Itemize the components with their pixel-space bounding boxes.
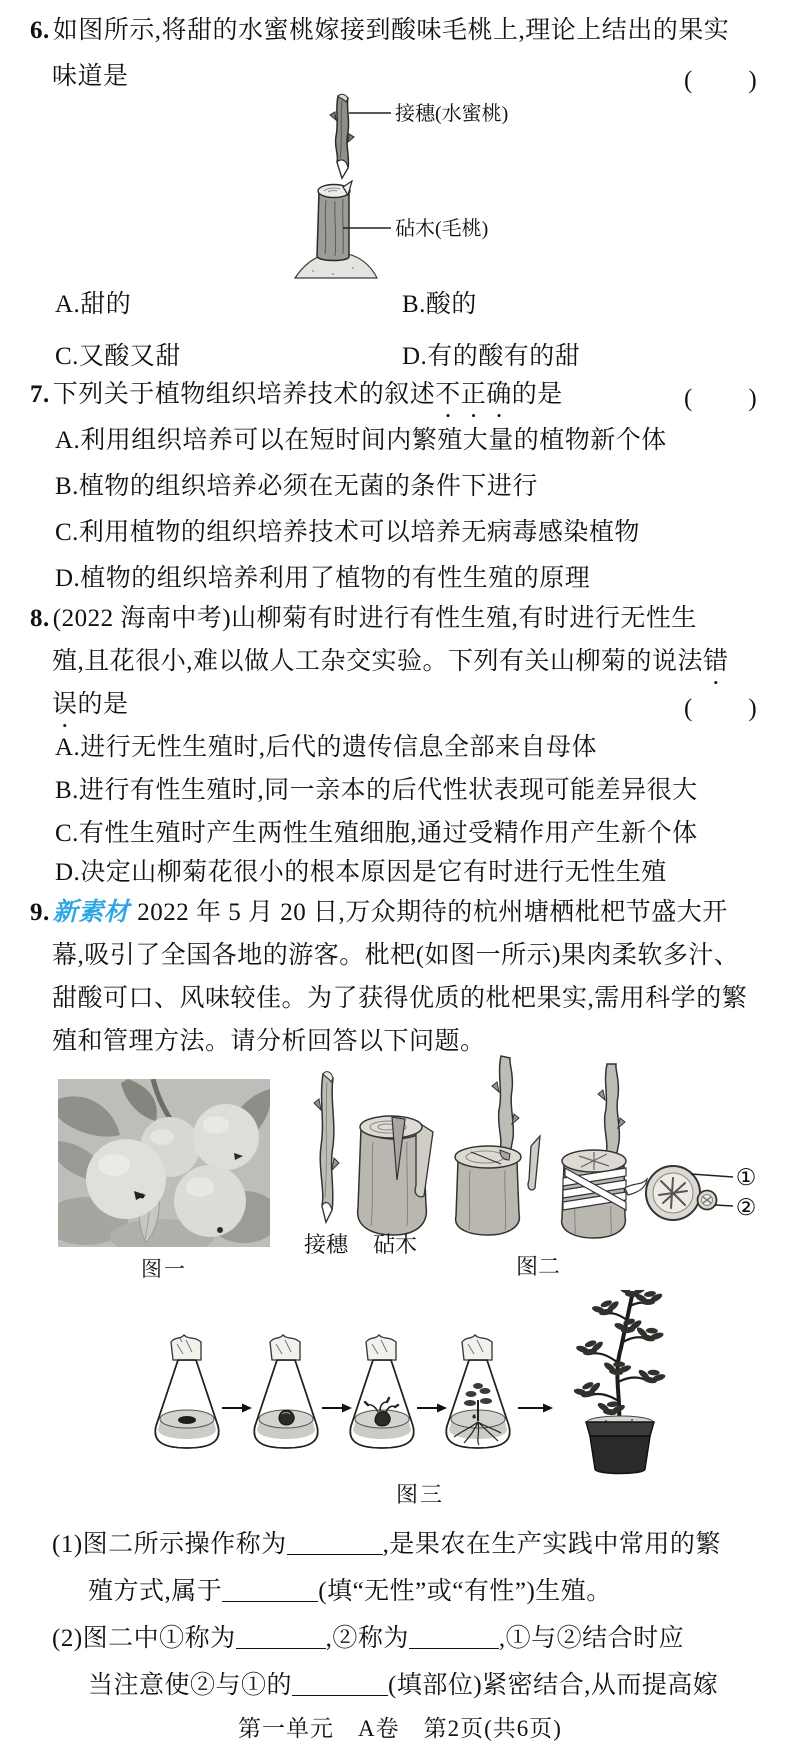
q9-stem-line3: 甜酸可口、风味较佳。为了获得优质的枇杷果实,需用科学的繁 [52,985,748,1012]
binding-tape-drawing [563,1168,647,1210]
flask-4 [446,1335,510,1448]
fill-blank [222,1579,318,1603]
q7-option-a: A.利用组织培养可以在短时间内繁殖大量的植物新个体 [55,427,667,454]
q7-number: 7. [30,381,50,408]
q8-number: 8. [30,605,50,632]
leader-line-callout1 [691,1174,733,1177]
scion-label: 接穗(水蜜桃) [395,103,509,125]
scion-twig-drawing [314,1072,339,1222]
q8-option-a: A.进行无性生殖时,后代的遗传信息全部来自母体 [55,734,598,761]
fig2-scion-label: 接穗 [303,1232,349,1257]
inserted-scion-drawing [455,1056,540,1235]
pot-body [590,1436,650,1474]
cleft-rootstock-drawing [358,1116,433,1235]
figure2-caption: 图二 [515,1254,561,1279]
q8-emphasized-text-1: 错 [703,648,729,675]
q8-stem-line3: 误的是 [52,691,129,718]
q9-stem-line4: 殖和管理方法。请分析回答以下问题。 [52,1028,486,1055]
fill-blank [287,1532,383,1556]
arrow-icon [322,1404,352,1413]
q7-emphasized-text: 不正确 [435,381,512,408]
q8-stem-line2: 殖,且花很小,难以做人工杂交实验。下列有关山柳菊的说法错 [52,648,729,675]
q9-sub1-line2: 殖方式,属于 (填“无性”或“有性”)生殖。 [88,1578,612,1605]
fig2-stock-label: 砧木 [372,1232,418,1257]
tissue-culture-figure [140,1290,700,1486]
grafting-steps-figure [295,1048,765,1280]
q6-stem-line2: 味道是 [52,63,129,90]
q6-option-b: B.酸的 [402,291,477,318]
q9-stem-line1: 9. 新素材 2022 年 5 月 20 日,万众期待的杭州塘栖枇杷节盛大开 [30,899,728,926]
q6-stem-line1: 6. 如图所示,将甜的水蜜桃嫁接到酸味毛桃上,理论上结出的果实 [30,17,730,44]
cross-section-drawing [646,1166,717,1220]
page-footer: 第一单元 A卷 第2页(共6页) [238,1716,562,1741]
q6-option-a: A.甜的 [55,291,132,318]
q7-stem: 7. 下列关于植物组织培养技术的叙述不正确的是 [30,381,563,408]
arrow-icon [417,1404,447,1413]
fill-blank [236,1626,326,1650]
flask-2 [254,1335,318,1448]
fill-blank [292,1673,388,1697]
q8-answer-brackets: ( ) [684,695,759,722]
rootstock-drawing [317,181,352,261]
q8-option-b: B.进行有性生殖时,同一亲本的后代性状表现可能差异很大 [55,777,698,804]
q9-number: 9. [30,899,50,926]
figure1-caption: 图一 [141,1257,187,1281]
q9-sub2-line2: 当注意使②与①的 (填部位)紧密结合,从而提高嫁 [88,1672,719,1699]
figure3-caption: 图三 [395,1482,444,1507]
callout-1: ① [735,1165,757,1190]
scion-drawing [330,94,354,178]
q8-emphasized-text-2: 误 [52,691,78,718]
q6-answer-brackets: ( ) [684,67,759,94]
fill-blank [409,1626,499,1650]
potted-plant-drawing [571,1290,667,1474]
callout-2: ② [735,1195,757,1220]
rootstock-label: 砧木(毛桃) [395,218,489,240]
q9-sub1-line1: (1)图二所示操作称为 ,是果农在生产实践中常用的繁 [52,1531,721,1558]
q6-option-d: D.有的酸有的甜 [402,343,581,370]
flask-3 [350,1335,414,1448]
loquat-photo [58,1079,270,1247]
q7-option-b: B.植物的组织培养必须在无菌的条件下进行 [55,473,538,500]
q9-sub2-line1: (2)图二中①称为 ,②称为 ,①与②结合时应 [52,1625,685,1652]
new-material-badge: 新素材 [52,899,130,926]
leader-line-callout2 [715,1205,733,1206]
q6-graft-figure [293,88,553,280]
bound-graft-drawing [562,1064,647,1238]
flask-1 [155,1335,219,1448]
q7-option-d: D.植物的组织培养利用了植物的有性生殖的原理 [55,565,591,592]
q7-answer-brackets: ( ) [684,385,759,412]
arrow-icon [222,1404,252,1413]
q8-option-d: D.决定山柳菊花很小的根本原因是它有时进行无性生殖 [55,859,667,886]
q9-stem-line2: 幕,吸引了全国各地的游客。枇杷(如图一所示)果肉柔软多汁、 [52,942,740,969]
shooting-callus-drawing [375,1411,390,1426]
q6-number: 6. [30,17,50,44]
pot-rim [586,1422,654,1436]
q7-option-c: C.利用植物的组织培养技术可以培养无病毒感染植物 [55,519,640,546]
arrow-icon [518,1404,553,1413]
q6-option-c: C.又酸又甜 [55,343,181,370]
q8-stem-line1: 8. (2022 海南中考)山柳菊有时进行有性生殖,有时进行无性生 [30,605,697,632]
cotton-plug [171,1335,201,1360]
explant-drawing [178,1416,196,1424]
q8-option-c: C.有性生殖时产生两性生殖细胞,通过受精作用产生新个体 [55,820,698,847]
